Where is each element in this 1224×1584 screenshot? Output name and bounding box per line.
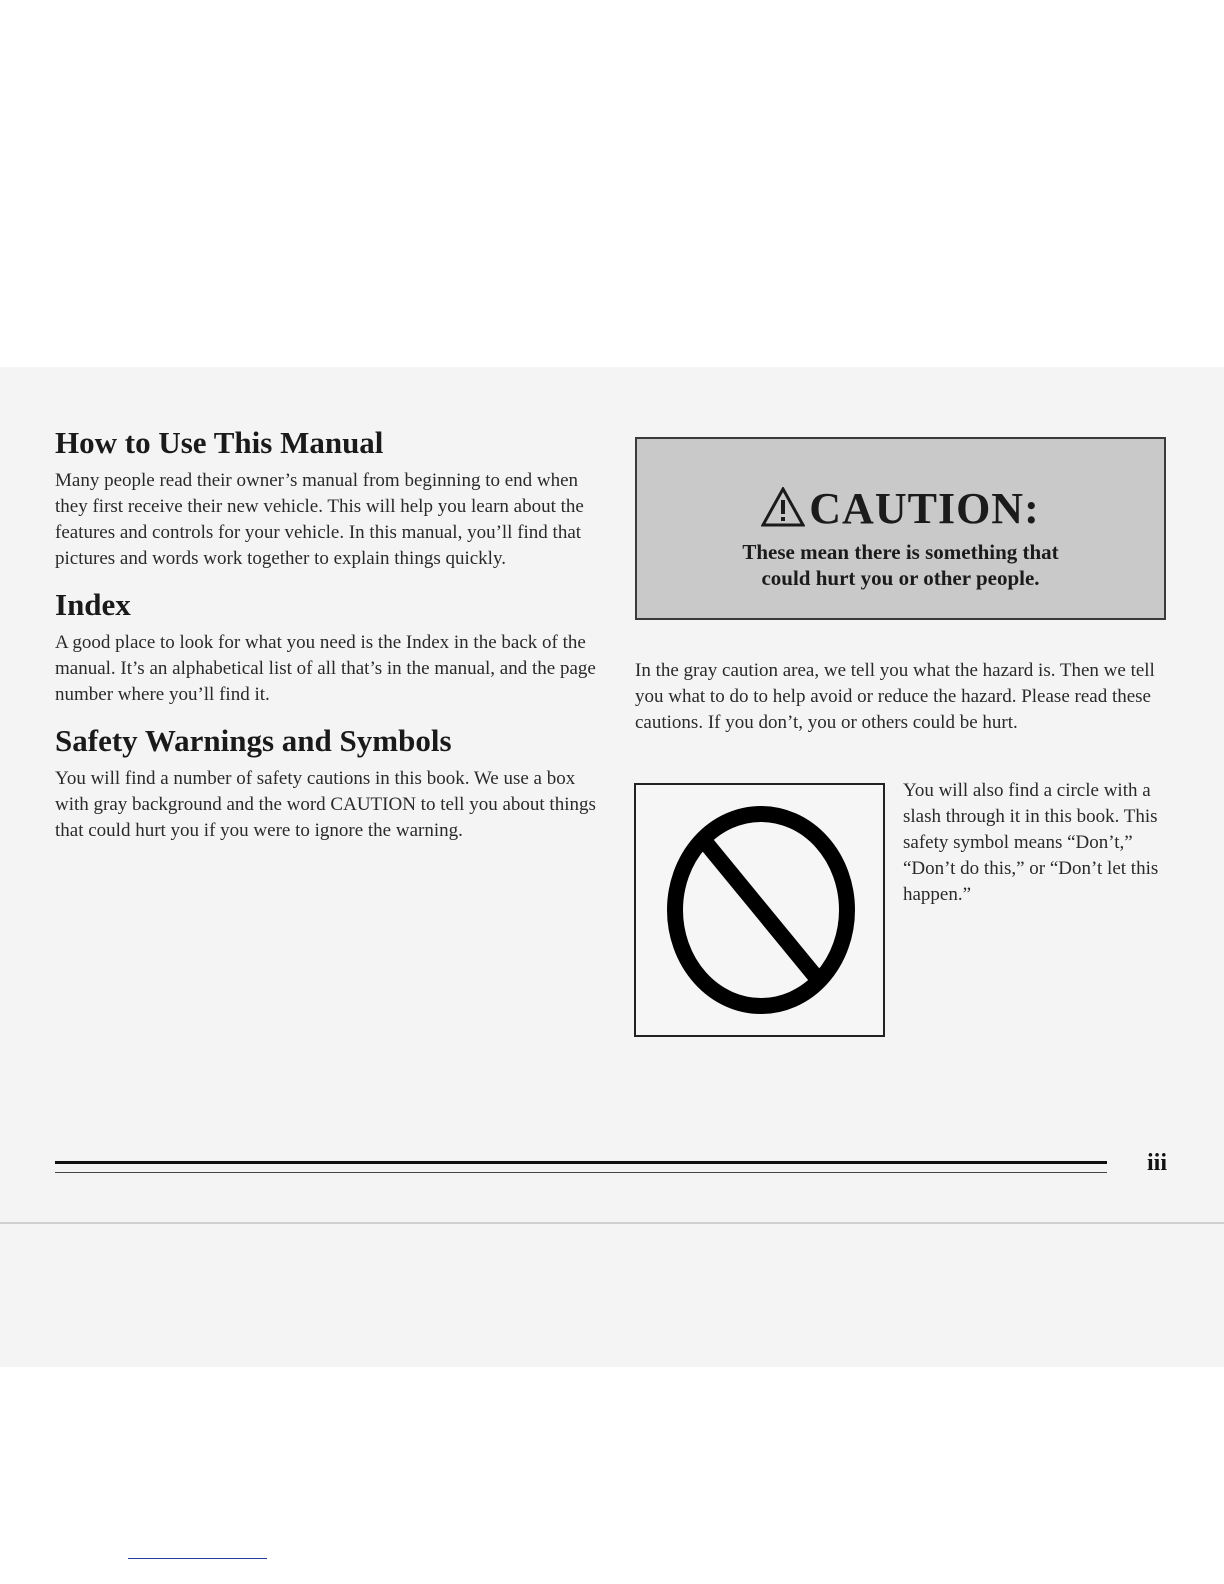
caution-title: CAUTION:: [809, 484, 1040, 533]
section-heading-safety: Safety Warnings and Symbols: [55, 723, 452, 758]
section-body-safety: You will find a number of safety cautions in this book. We use a box with gray background and the word CAUTION to tell you about things that could hurt you if you were to ignore the warning.: [55, 768, 596, 841]
footer-rule-thick: [55, 1161, 1107, 1164]
section-body-index: A good place to look for what you need is the Index in the back of the manual. It’s an alphabetical list of all that’s in the manual, and the page number where you’ll find it.: [55, 632, 596, 705]
footer-rule-thin: [55, 1172, 1107, 1173]
circle-slash-icon: [664, 803, 858, 1017]
caution-box: [635, 437, 1166, 620]
section-heading-how-to-use: How to Use This Manual: [55, 425, 384, 460]
page-edge-shadow: [0, 1222, 1224, 1224]
section-body-how-to-use: Many people read their owner’s manual from beginning to end when they first receive their new vehicle. This will help you learn about the features and controls for your vehicle. In this manual, you’ll find that pictures and words work together to explain things quickly.: [55, 470, 584, 569]
bottom-link-underline: [128, 1558, 267, 1559]
caution-message-line-2: could hurt you or other people.: [761, 566, 1040, 590]
symbol-description: You will also find a circle with a slash through it in this book. This safety symbol means “Don’t,” “Don’t do this,” or “Don’t let this happen.”: [903, 780, 1159, 905]
caution-message-line-1: These mean there is something that: [742, 540, 1059, 564]
section-heading-index: Index: [55, 587, 131, 622]
caution-title-row: [637, 483, 1164, 539]
caution-explanation: In the gray caution area, we tell you what the hazard is. Then we tell you what to do to help avoid or reduce the hazard. Please read these cautions. If you don’t, you or others could be hurt.: [635, 660, 1155, 733]
left-column: [55, 424, 605, 844]
caution-message: [637, 539, 1164, 591]
warning-triangle-icon: [761, 487, 805, 539]
page-number: iii: [1146, 1150, 1167, 1176]
symbol-illustration-box: [634, 783, 885, 1037]
